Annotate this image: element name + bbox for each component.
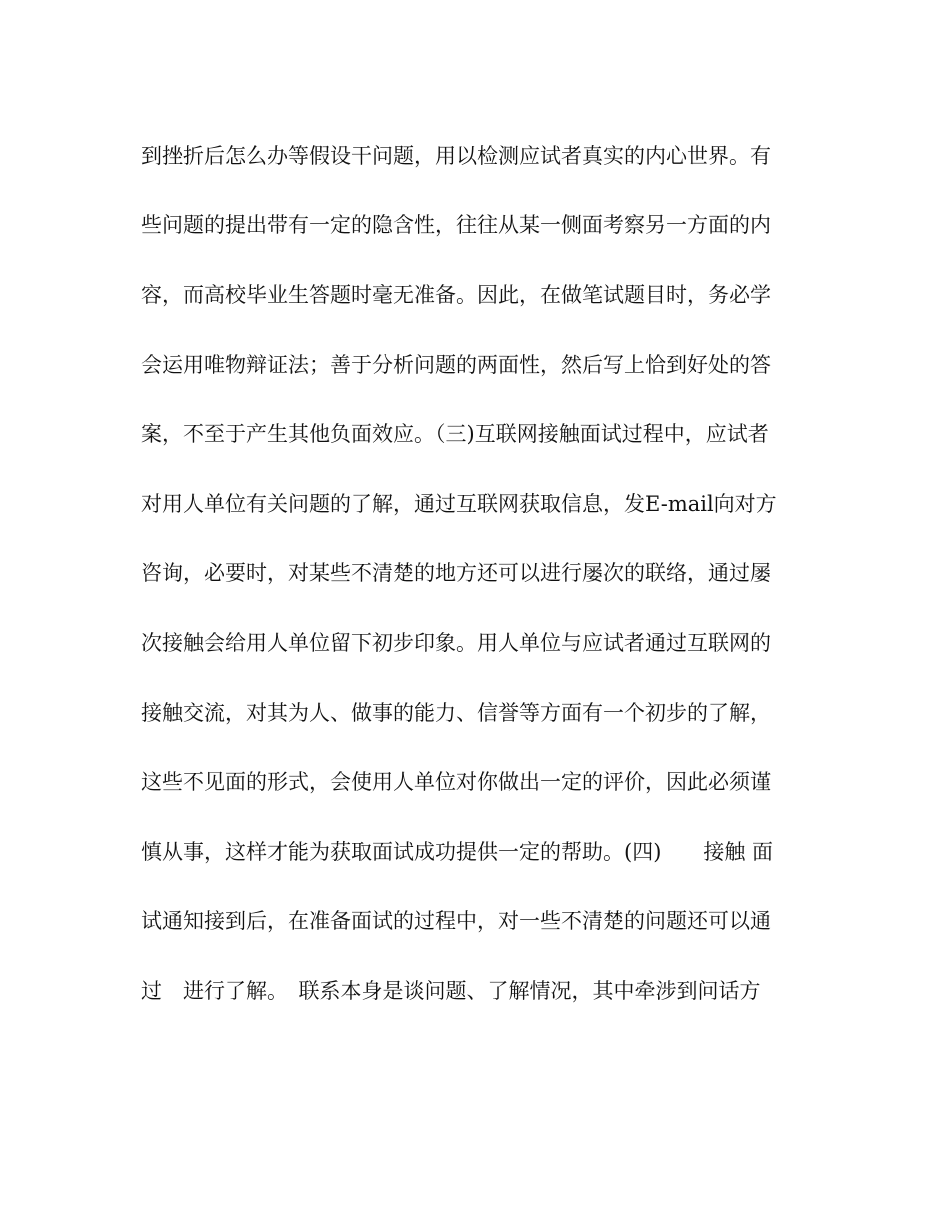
text-line: 次接触会给用人单位留下初步印象。用人单位与应试者通过互联网的: [141, 631, 771, 655]
text-line: 接触交流，对其为人、做事的能力、信誉等方面有一个初步的了解，: [141, 701, 771, 725]
text-line: 过 进行了解。 联系本身是谈问题、了解情况，其中牵涉到问话方: [141, 979, 761, 1003]
text-line: 这些不见面的形式，会使用人单位对你做出一定的评价，因此必须谨: [141, 770, 771, 794]
text-line: 案，不至于产生其他负面效应。（三)互联网接触面试过程中，应试者: [141, 422, 769, 446]
text-line: 慎从事，这样才能为获取面试成功提供一定的帮助。(四) 接触 面: [141, 840, 774, 864]
text-line: 试通知接到后，在准备面试的过程中，对一些不清楚的问题还可以通: [141, 909, 771, 933]
text-line: 会运用唯物辩证法；善于分析问题的两面性，然后写上恰到好处的答: [141, 353, 771, 377]
text-line: 些问题的提出带有一定的隐含性，往往从某一侧面考察另一方面的内: [141, 213, 771, 237]
text-line: 咨询，必要时，对某些不清楚的地方还可以进行屡次的联络，通过屡: [141, 561, 771, 585]
text-line: 对用人单位有关问题的了解，通过互联网获取信息，发E-mail向对方: [141, 492, 777, 516]
text-line: 容，而高校毕业生答题时毫无准备。因此，在做笔试题目时，务必学: [141, 283, 771, 307]
text-line: 到挫折后怎么办等假设干问题，用以检测应试者真实的内心世界。有: [141, 144, 771, 168]
